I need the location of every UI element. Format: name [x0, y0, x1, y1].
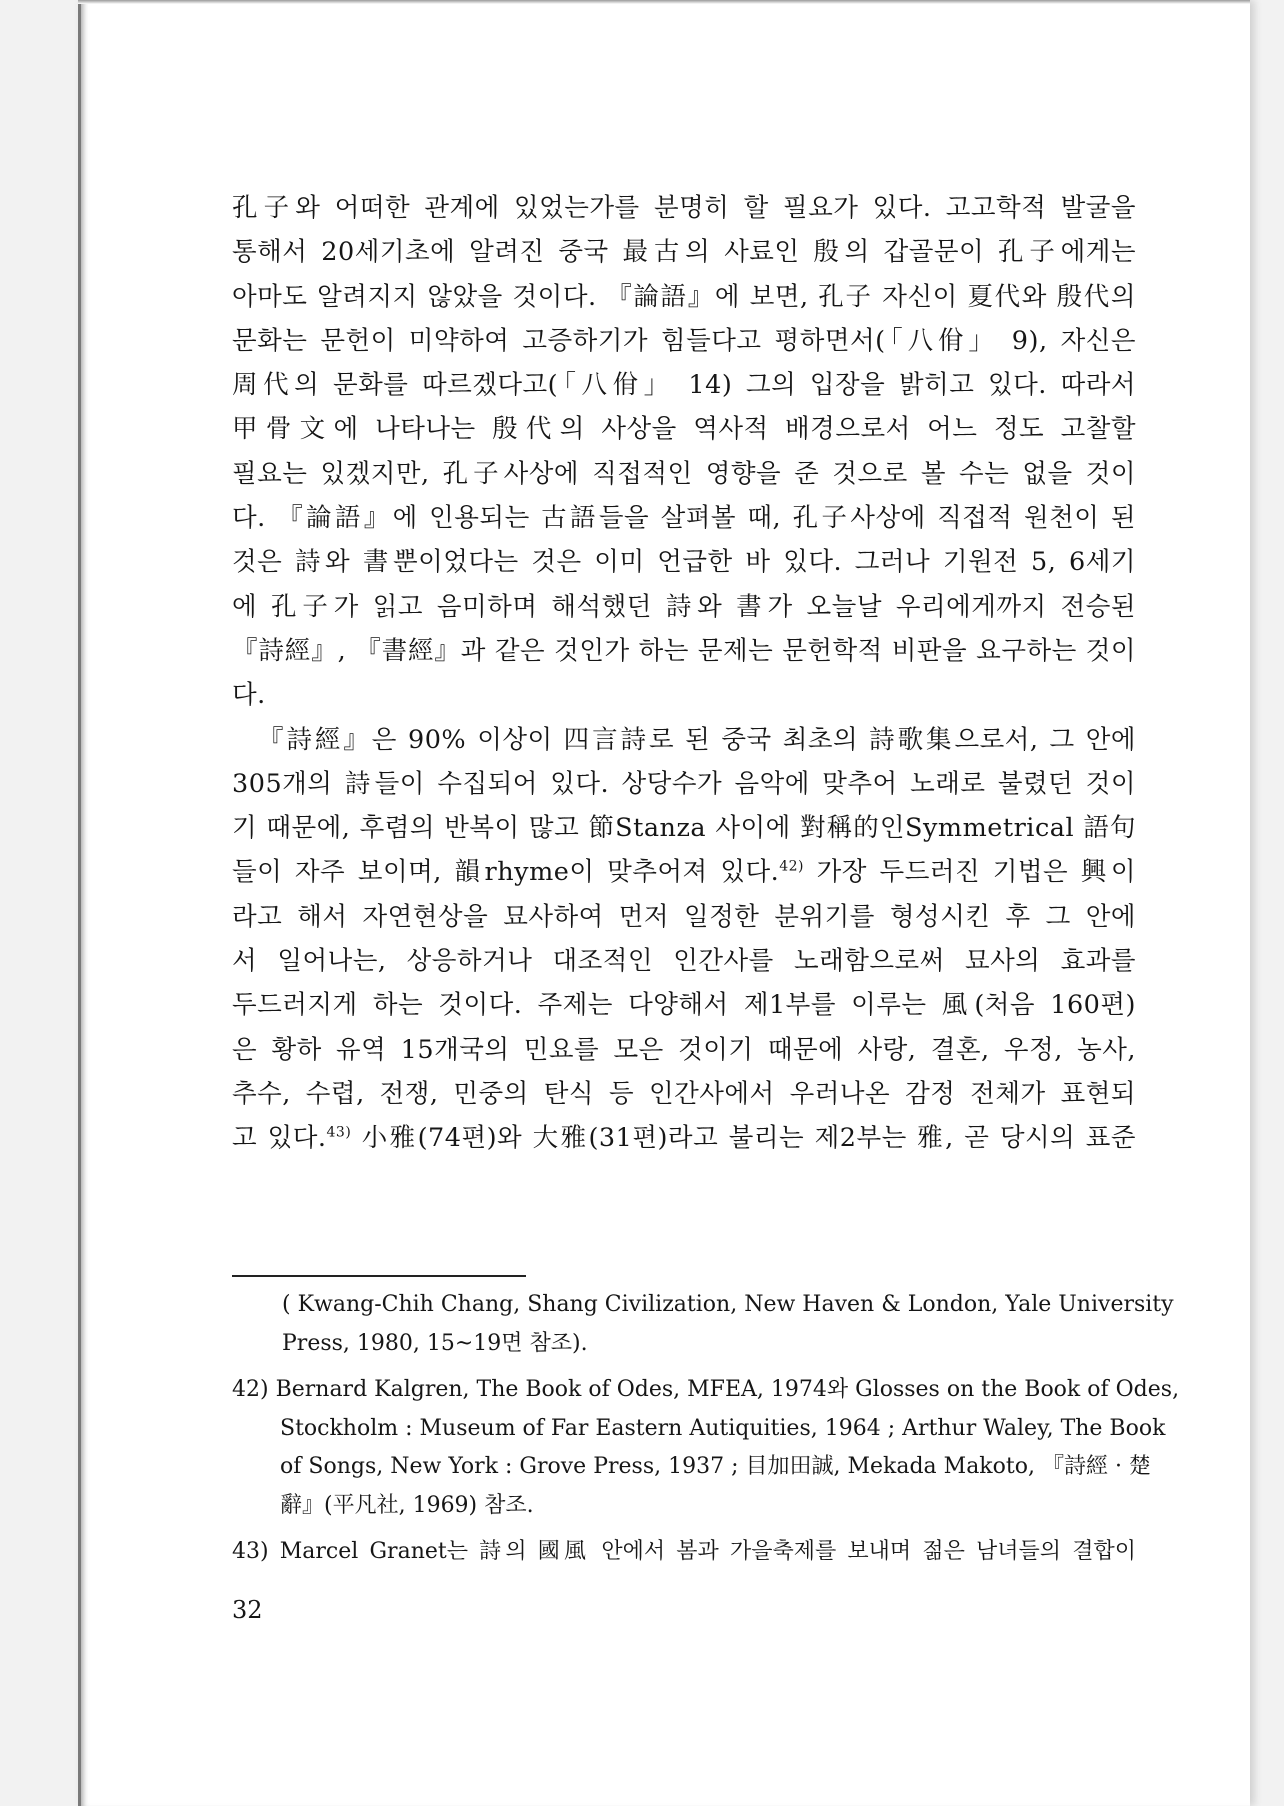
body-line-part: 가장 두드러진 기법은 興이 — [803, 857, 1136, 888]
footnote-line: of Songs, New York : Grove Press, 1937 ; 目加田誠, Mekada Makoto, 『詩經 · 楚 — [280, 1454, 1151, 1479]
body-line-part: 들이 자주 보이며, 韻rhyme이 맞추어져 있다. — [232, 857, 780, 888]
body-line: 은 황하 유역 15개국의 민요를 모은 것이기 때문에 사랑, 결혼, 우정, 농사, — [232, 1034, 1136, 1065]
body-line — [232, 850, 1136, 894]
body-line: 에 孔子가 읽고 음미하며 해석했던 詩와 書가 오늘날 우리에게까지 전승된 — [232, 591, 1136, 622]
page-top-edge — [78, 0, 1250, 4]
footnote-line: 辭』(平凡社, 1969) 참조. — [280, 1492, 534, 1518]
body-line: 서 일어나는, 상응하거나 대조적인 인간사를 노래함으로써 묘사의 효과를 — [232, 946, 1136, 977]
footnotes — [232, 1286, 1180, 1572]
body-line: 기 때문에, 후렴의 반복이 많고 節Stanza 사이에 對稱的인Symmetrical 語句 — [232, 813, 1136, 844]
body-line: 추수, 수렵, 전쟁, 민중의 탄식 등 인간사에서 우러나온 감정 전체가 표현되 — [232, 1078, 1136, 1109]
body-line: 甲骨文에 나타나는 殷代의 사상을 역사적 배경으로서 어느 정도 고찰할 — [232, 414, 1136, 445]
footnote-divider — [232, 1275, 526, 1277]
footnote-line: 43) Marcel Granet는 詩의 國風 안에서 봄과 가을축제를 보내며 젊은 남녀들의 결합이 — [232, 1539, 1136, 1564]
body-line: 周代의 문화를 따르겠다고(「八佾」 14) 그의 입장을 밝히고 있다. 따라서 — [232, 370, 1136, 401]
body-line-part: 小雅(74편)와 大雅(31편)라고 불리는 제2부는 雅, 곧 당시의 표준 — [351, 1123, 1136, 1154]
body-line: 문화는 문헌이 미약하여 고증하기가 힘들다고 평하면서(「八佾」 9), 자신은 — [232, 325, 1136, 356]
body-text — [232, 186, 1136, 1161]
body-line: 다. — [232, 680, 266, 711]
body-line: 라고 해서 자연현상을 묘사하여 먼저 일정한 분위기를 형성시킨 후 그 안에 — [232, 901, 1136, 932]
footnote-line: ( Kwang-Chih Chang, Shang Civilization, New Haven & London, Yale University — [282, 1292, 1174, 1317]
body-line: 『詩經』은 90% 이상이 四言詩로 된 중국 최초의 詩歌集으로서, 그 안에 — [258, 724, 1136, 755]
body-line: 아마도 알려지지 않았을 것이다. 『論語』에 보면, 孔子 자신이 夏代와 殷代의 — [232, 281, 1136, 312]
body-line: 통해서 20세기초에 알려진 중국 最古의 사료인 殷의 갑골문이 孔子에게는 — [232, 237, 1136, 268]
footnote-line: 42) Bernard Kalgren, The Book of Odes, MFEA, 1974와 Glosses on the Book of Odes, — [232, 1377, 1180, 1402]
body-line — [232, 1116, 1136, 1160]
body-line-part: 고 있다. — [232, 1123, 327, 1154]
body-line: 다. 『論語』에 인용되는 古語들을 살펴볼 때, 孔子사상에 직접적 원천이 된 — [232, 503, 1136, 534]
footnote-line: Stockholm : Museum of Far Eastern Autiquities, 1964 ; Arthur Waley, The Book — [280, 1415, 1166, 1441]
body-line: 필요는 있겠지만, 孔子사상에 직접적인 영향을 준 것으로 볼 수는 없을 것이 — [232, 458, 1136, 489]
body-line: 것은 詩와 書뿐이었다는 것은 이미 언급한 바 있다. 그러나 기원전 5, 6세기 — [232, 547, 1136, 578]
body-line: 孔子와 어떠한 관계에 있었는가를 분명히 할 필요가 있다. 고고학적 발굴을 — [232, 193, 1136, 223]
body-line: 『詩經』, 『書經』과 같은 것인가 하는 문제는 문헌학적 비판을 요구하는 것이 — [232, 635, 1136, 666]
body-line: 두드러지게 하는 것이다. 주제는 다양해서 제1부를 이루는 風(처음 160편) — [232, 990, 1136, 1021]
footnote-line: Press, 1980, 15~19면 참조). — [282, 1330, 588, 1356]
footnote-ref: 42) — [779, 858, 804, 875]
page-number: 32 — [232, 1596, 263, 1624]
body-line: 305개의 詩들이 수집되어 있다. 상당수가 음악에 맞추어 노래로 불렸던 것이 — [232, 768, 1136, 799]
footnote-ref: 43) — [326, 1124, 352, 1141]
